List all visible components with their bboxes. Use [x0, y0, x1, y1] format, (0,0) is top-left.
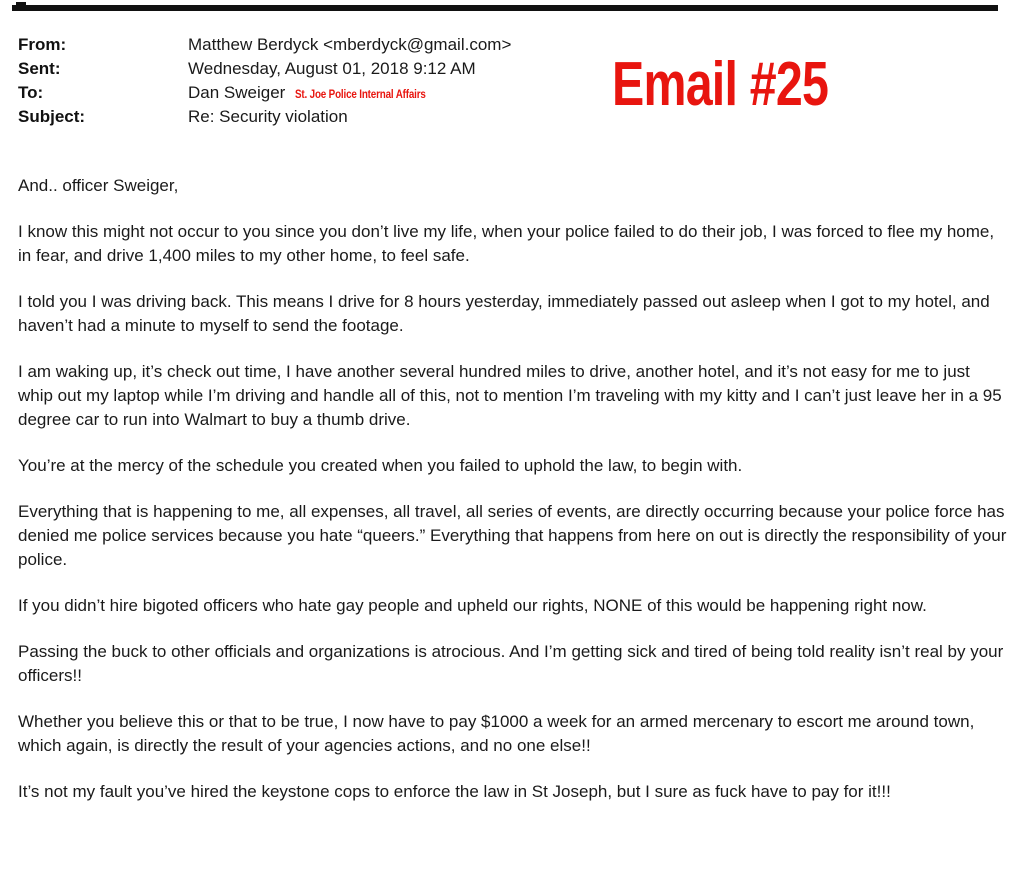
- body-paragraph: If you didn’t hire bigoted officers who hate gay people and upheld our rights, NONE of this would be happening right now.: [18, 596, 927, 615]
- sent-label: Sent:: [18, 59, 61, 78]
- email-body: [18, 174, 1008, 826]
- to-label: To:: [18, 83, 44, 102]
- subject-value: Re: Security violation: [188, 107, 348, 126]
- body-paragraph: Whether you believe this or that to be true, I now have to pay $1000 a week for an armed mercenary to escort me around town, which again, is directly the result of your agencies actions, and no one else!!: [18, 712, 975, 755]
- from-label: From:: [18, 35, 67, 54]
- subject-label: Subject:: [18, 107, 86, 126]
- email-header: [18, 33, 511, 129]
- to-row: [18, 81, 511, 105]
- body-paragraph: I am waking up, it’s check out time, I have another several hundred miles to drive, another hotel, and it’s not easy for me to just whip out my laptop while I’m driving and handle all of this, not to mention I’m traveling with my kitty and I can’t just leave her in a 95 degree car to run into Walmart to buy a thumb drive.: [18, 362, 1002, 429]
- greeting: And.. officer Sweiger,: [18, 176, 179, 195]
- email-number-stamp: Email #25: [612, 50, 829, 119]
- body-paragraph: I told you I was driving back. This means I drive for 8 hours yesterday, immediately passed out asleep when I got to my hotel, and haven’t had a minute to myself to send the footage.: [18, 292, 990, 335]
- from-value: Matthew Berdyck <mberdyck@gmail.com>: [188, 35, 512, 54]
- body-paragraph: I know this might not occur to you since you don’t live my life, when your police failed to do their job, I was forced to flee my home, in fear, and drive 1,400 miles to my other home, to feel safe.: [18, 222, 995, 265]
- sent-value: Wednesday, August 01, 2018 9:12 AM: [188, 59, 476, 78]
- to-value: Dan Sweiger: [188, 83, 286, 102]
- to-annotation: St. Joe Police Internal Affairs: [295, 87, 427, 101]
- top-rule: [12, 5, 998, 11]
- body-paragraph: Passing the buck to other officials and organizations is atrocious. And I’m getting sick and tired of being told reality isn’t real by your officers!!: [18, 642, 1004, 685]
- sent-row: [18, 57, 511, 81]
- subject-row: [18, 105, 511, 129]
- body-paragraph: Everything that is happening to me, all expenses, all travel, all series of events, are directly occurring because your police force has denied me police services because you hate “queers.” Everything that happens from here on out is directly the responsibility of your police.: [18, 502, 1007, 569]
- body-paragraph: You’re at the mercy of the schedule you created when you failed to uphold the law, to begin with.: [18, 456, 743, 475]
- body-paragraph: It’s not my fault you’ve hired the keystone cops to enforce the law in St Joseph, but I sure as fuck have to pay for it!!!: [18, 782, 891, 801]
- from-row: [18, 33, 511, 57]
